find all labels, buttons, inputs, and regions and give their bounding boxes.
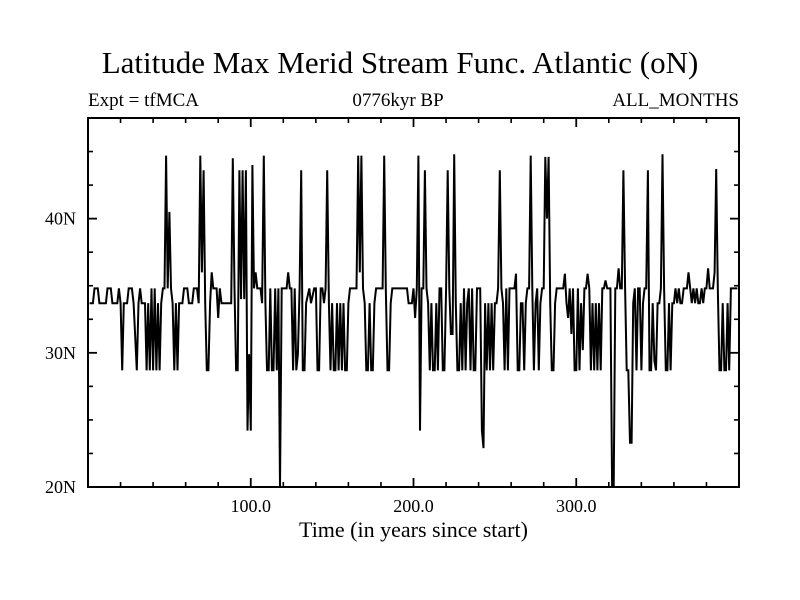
chart-title: Latitude Max Merid Stream Func. Atlantic (oN) [101,45,699,80]
y-tick-label: 20N [45,477,76,497]
months-label: ALL_MONTHS [612,90,739,111]
x-axis-title: Time (in years since start) [299,517,528,542]
y-tick-label: 30N [45,342,76,363]
x-tick-label: 200.0 [393,496,434,516]
experiment-label: Expt = tfMCA [88,90,199,111]
x-tick-label: 300.0 [556,496,597,516]
y-tick-label: 40N [45,208,76,229]
time-bp-label: 0776kyr BP [352,90,444,111]
x-tick-label: 100.0 [230,496,271,516]
data-line [90,154,738,487]
